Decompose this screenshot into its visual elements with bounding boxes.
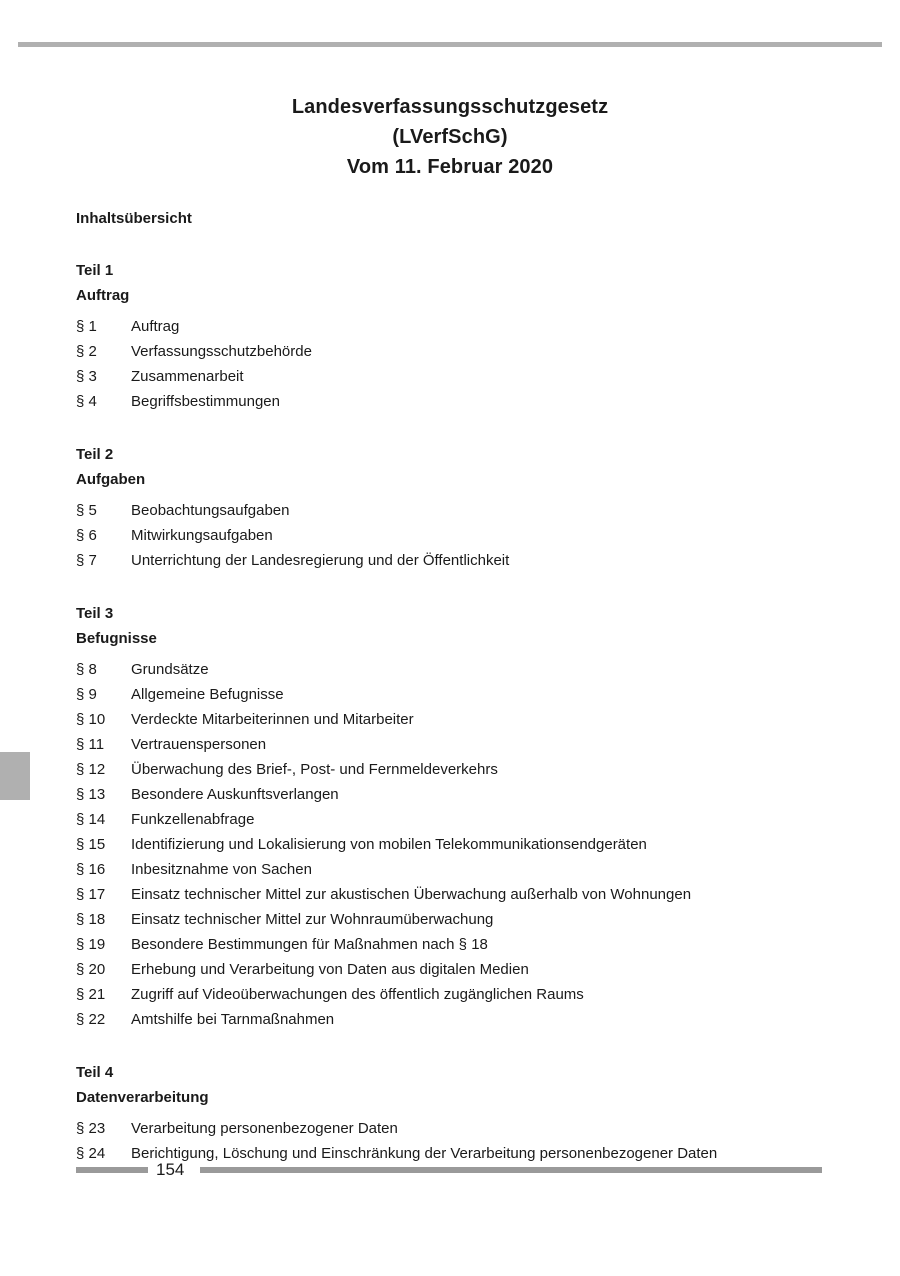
part-title: Aufgaben [76, 471, 146, 488]
entry-title: Unterrichtung der Landesregierung und der Öffentlichkeit [131, 552, 510, 569]
toc-entry[interactable] [76, 1007, 836, 1032]
entry-title: Besondere Bestimmungen für Maßnahmen nach § 18 [131, 936, 488, 953]
toc-entry[interactable] [76, 548, 836, 573]
entry-title: Erhebung und Verarbeitung von Daten aus digitalen Medien [131, 961, 529, 978]
entry-number: § 21 [76, 986, 106, 1003]
entry-title: Verfassungsschutzbehörde [131, 343, 312, 360]
footer-rule-left [76, 1167, 148, 1173]
entry-title: Funkzellenabfrage [131, 811, 255, 828]
entry-title: Einsatz technischer Mittel zur akustischen Überwachung außerhalb von Wohnungen [131, 886, 692, 903]
toc-entry[interactable] [76, 339, 836, 364]
entry-title: Berichtigung, Löschung und Einschränkung der Verarbeitung personenbezogener Daten [131, 1145, 718, 1162]
entry-title: Verarbeitung personenbezogener Daten [131, 1120, 398, 1137]
toc-entry[interactable] [76, 982, 836, 1007]
margin-tab-marker [0, 752, 30, 800]
entry-number: § 14 [76, 811, 106, 828]
toc-entry[interactable] [76, 907, 836, 932]
title-line-1: Landesverfassungsschutzgesetz [291, 96, 609, 118]
part-title: Befugnisse [76, 630, 157, 647]
entry-title: Grundsätze [131, 661, 209, 678]
entry-title: Allgemeine Befugnisse [131, 686, 284, 703]
part-title: Auftrag [76, 287, 130, 304]
part-entries [76, 498, 836, 573]
part-number: Teil 4 [76, 1064, 114, 1081]
entry-number: § 17 [76, 886, 106, 903]
toc-entry[interactable] [76, 1116, 836, 1141]
entry-title: Inbesitznahme von Sachen [131, 861, 312, 878]
toc-entry[interactable] [76, 657, 836, 682]
entry-number: § 20 [76, 961, 106, 978]
part-number: Teil 2 [76, 446, 114, 463]
toc-entry[interactable] [76, 682, 836, 707]
toc-entry[interactable] [76, 498, 836, 523]
entry-title: Identifizierung und Lokalisierung von mobilen Telekommunikationsendgeräten [131, 836, 647, 853]
toc-entry[interactable] [76, 957, 836, 982]
entry-title: Zugriff auf Videoüberwachungen des öffentlich zugänglichen Raums [131, 986, 584, 1003]
entry-number: § 3 [76, 368, 97, 385]
entry-number: § 9 [76, 686, 97, 703]
entry-number: § 23 [76, 1120, 106, 1137]
title-line-2: (LVerfSchG) [392, 126, 508, 148]
part-number: Teil 1 [76, 262, 114, 279]
entry-title: Beobachtungsaufgaben [131, 502, 290, 519]
toc-entry[interactable] [76, 314, 836, 339]
footer-rule-right [200, 1167, 822, 1173]
toc-entry[interactable] [76, 832, 836, 857]
entry-number: § 7 [76, 552, 97, 569]
entry-title: Verdeckte Mitarbeiterinnen und Mitarbeiter [131, 711, 414, 728]
entry-title: Einsatz technischer Mittel zur Wohnraumüberwachung [131, 911, 494, 928]
entry-number: § 13 [76, 786, 106, 803]
entry-number: § 6 [76, 527, 97, 544]
entry-number: § 16 [76, 861, 106, 878]
entry-number: § 2 [76, 343, 97, 360]
entry-number: § 10 [76, 711, 106, 728]
document-title [0, 92, 900, 182]
entry-number: § 12 [76, 761, 106, 778]
toc-entry[interactable] [76, 389, 836, 414]
entry-title: Auftrag [131, 318, 180, 335]
toc-entry[interactable] [76, 757, 836, 782]
toc-entry[interactable] [76, 364, 836, 389]
entry-title: Mitwirkungsaufgaben [131, 527, 273, 544]
header-rule [18, 42, 882, 47]
entry-number: § 24 [76, 1145, 106, 1162]
entry-title: Überwachung des Brief-, Post- und Fernmeldeverkehrs [131, 761, 498, 778]
toc-part [76, 442, 836, 573]
toc-entry[interactable] [76, 732, 836, 757]
toc-entry[interactable] [76, 857, 836, 882]
page-footer [0, 1158, 900, 1182]
toc-entry[interactable] [76, 782, 836, 807]
table-of-contents [76, 208, 836, 1166]
toc-part [76, 258, 836, 414]
entry-number: § 5 [76, 502, 97, 519]
part-entries [76, 657, 836, 1032]
toc-entry[interactable] [76, 807, 836, 832]
entry-number: § 19 [76, 936, 106, 953]
entry-number: § 11 [76, 736, 105, 753]
entry-number: § 1 [76, 318, 97, 335]
entry-number: § 8 [76, 661, 97, 678]
entry-title: Begriffsbestimmungen [131, 393, 280, 410]
entry-number: § 15 [76, 836, 106, 853]
part-entries [76, 314, 836, 414]
page-number: 154 [156, 1160, 185, 1179]
title-line-3: Vom 11. Februar 2020 [346, 156, 554, 178]
toc-entry[interactable] [76, 882, 836, 907]
entry-title: Vertrauenspersonen [131, 736, 267, 753]
toc-part [76, 601, 836, 1032]
entry-number: § 4 [76, 393, 97, 410]
toc-entry[interactable] [76, 523, 836, 548]
entry-number: § 18 [76, 911, 106, 928]
toc-entry[interactable] [76, 932, 836, 957]
entry-title: Zusammenarbeit [131, 368, 244, 385]
part-number: Teil 3 [76, 605, 114, 622]
entry-title: Amtshilfe bei Tarnmaßnahmen [131, 1011, 335, 1028]
entry-title: Besondere Auskunftsverlangen [131, 786, 339, 803]
toc-part [76, 1060, 836, 1166]
part-title: Datenverarbeitung [76, 1089, 209, 1106]
entry-number: § 22 [76, 1011, 106, 1028]
toc-heading: Inhaltsübersicht [76, 210, 192, 227]
toc-entry[interactable] [76, 707, 836, 732]
